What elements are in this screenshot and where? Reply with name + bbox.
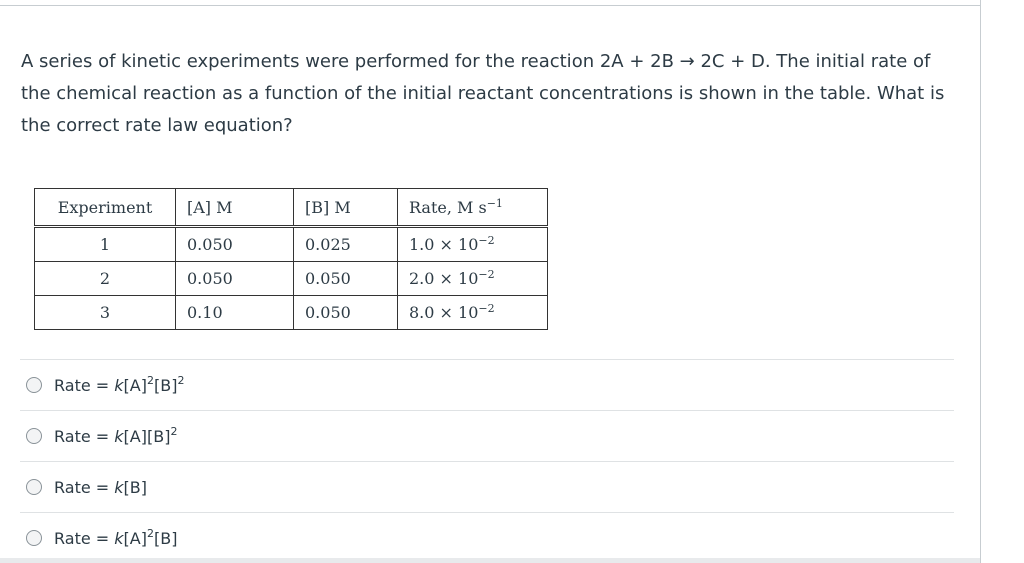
kinetics-table	[34, 188, 548, 330]
header-rate-exponent: −1	[486, 196, 503, 210]
term: [B]	[153, 528, 178, 548]
term: [B]	[153, 375, 178, 395]
table-header-row	[35, 189, 548, 227]
answer-list	[20, 359, 954, 563]
term-exponent: 2	[146, 373, 154, 387]
answer-option-3[interactable]	[20, 461, 954, 512]
term-exponent: 2	[170, 424, 178, 438]
term: [B]	[146, 426, 171, 446]
cell-rate-exponent: −2	[478, 302, 495, 315]
cell-a: 0.050	[176, 262, 294, 296]
header-b-concentration: [B] M	[294, 189, 398, 227]
table-row	[35, 227, 548, 262]
radio-button[interactable]	[26, 428, 42, 444]
table-row	[35, 262, 548, 296]
term-exponent: 2	[146, 526, 154, 540]
term: [A]	[123, 528, 147, 548]
cell-rate-base: 1.0 × 10	[409, 235, 479, 254]
cell-rate-exponent: −2	[478, 268, 495, 281]
answer-label	[54, 424, 178, 446]
term: [A]	[123, 375, 147, 395]
answer-label	[54, 373, 185, 395]
rate-constant: k	[114, 426, 124, 446]
answer-label	[54, 478, 147, 497]
rate-constant: k	[114, 528, 124, 548]
radio-button[interactable]	[26, 479, 42, 495]
cell-rate	[398, 227, 548, 262]
cell-experiment: 1	[35, 227, 176, 262]
rate-constant: k	[114, 375, 124, 395]
cell-b: 0.050	[294, 262, 398, 296]
header-rate-base: Rate, M s	[409, 197, 487, 217]
header-a-concentration: [A] M	[176, 189, 294, 227]
cell-rate-base: 2.0 × 10	[409, 269, 479, 288]
answer-option-2[interactable]	[20, 410, 954, 461]
cell-a: 0.050	[176, 227, 294, 262]
cell-rate-exponent: −2	[478, 234, 495, 247]
question-text: A series of kinetic experiments were performed for the reaction 2A + 2B → 2C + D. The initial rate of the chemical reaction as a function of the initial reactant concentrations is shown in the table. What is the correct rate law equation?	[21, 51, 945, 136]
answer-option-1[interactable]	[20, 359, 954, 410]
answer-prefix: Rate =	[54, 375, 115, 395]
radio-button[interactable]	[26, 530, 42, 546]
cell-rate	[398, 296, 548, 330]
term: [B]	[123, 477, 147, 497]
answer-option-4[interactable]	[20, 512, 954, 563]
answer-prefix: Rate =	[54, 426, 115, 446]
answer-prefix: Rate =	[54, 477, 115, 497]
table-row	[35, 296, 548, 330]
answer-prefix: Rate =	[54, 528, 115, 548]
cell-rate	[398, 262, 548, 296]
cell-b: 0.050	[294, 296, 398, 330]
header-rate	[398, 189, 548, 227]
radio-button[interactable]	[26, 377, 42, 393]
cell-rate-base: 8.0 × 10	[409, 303, 479, 322]
header-experiment: Experiment	[35, 189, 176, 227]
cell-experiment: 3	[35, 296, 176, 330]
cell-a: 0.10	[176, 296, 294, 330]
top-divider	[0, 5, 980, 6]
rate-constant: k	[114, 477, 124, 497]
term-exponent: 2	[177, 373, 185, 387]
cell-experiment: 2	[35, 262, 176, 296]
answer-label	[54, 526, 178, 548]
right-divider	[980, 0, 981, 563]
term: [A]	[123, 426, 147, 446]
cell-b: 0.025	[294, 227, 398, 262]
